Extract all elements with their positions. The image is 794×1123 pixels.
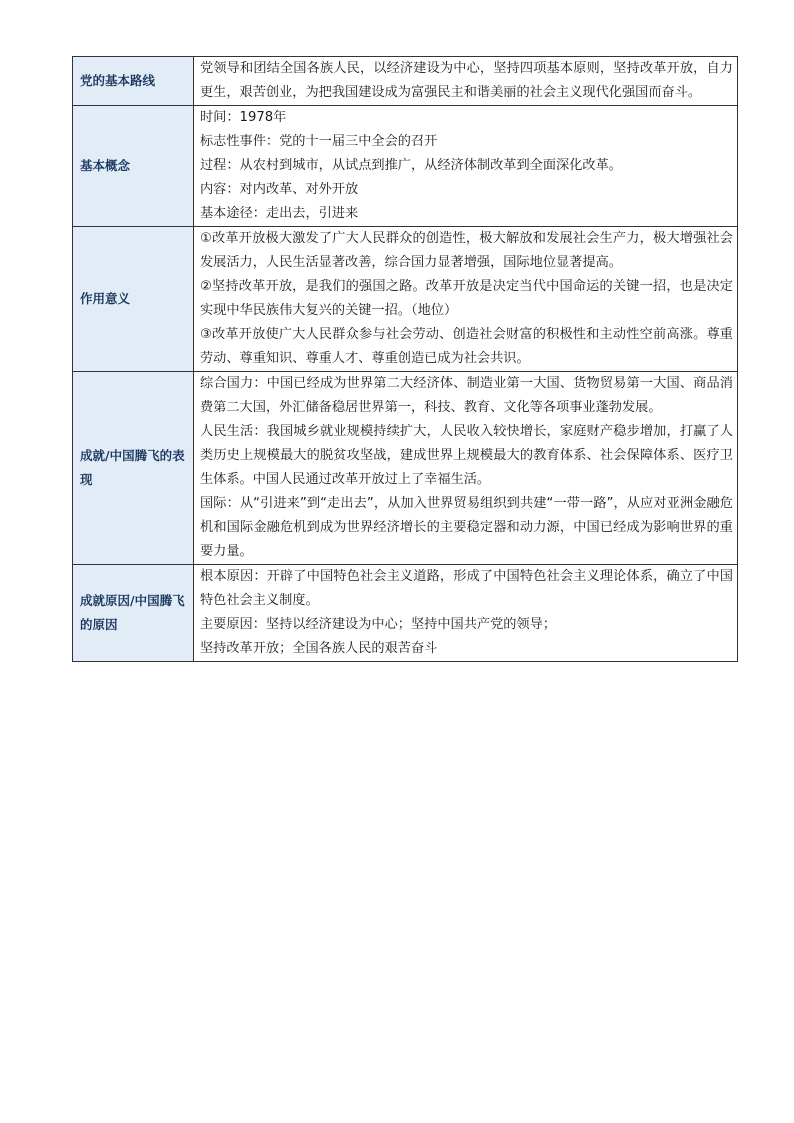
table-row-significance: [73, 227, 738, 372]
row-content-significance: [194, 227, 738, 372]
content-line: ①改革开放极大激发了广大人民群众的创造性，极大解放和发展社会生产力，极大增强社会发展活力，人民生活显著改善，综合国力显著增强，国际地位显著提高。: [200, 231, 733, 270]
row-content-basic-line: [194, 57, 738, 106]
content-line: 党领导和团结全国各族人民，以经济建设为中心，坚持四项基本原则，坚持改革开放，自力更生，艰苦创业，为把我国建设成为富强民主和谐美丽的社会主义现代化强国而奋斗。: [200, 61, 733, 100]
table-row-reasons: [73, 565, 738, 662]
content-line: 过程：从农村到城市，从试点到推广，从经济体制改革到全面深化改革。: [200, 158, 622, 173]
row-label-basic-concept: 基本概念: [73, 106, 194, 227]
row-label-achievements: 成就/中国腾飞的表现: [73, 372, 194, 565]
content-line: 基本途径：走出去，引进来: [200, 206, 359, 221]
content-line: 时间：1978年: [200, 110, 287, 125]
row-content-basic-concept: [194, 106, 738, 227]
content-line: ③改革开放使广大人民群众参与社会劳动、创造社会财富的积极性和主动性空前高涨。尊重劳动、尊重知识、尊重人才、尊重创造已成为社会共识。: [200, 327, 733, 366]
content-line: 人民生活：我国城乡就业规模持续扩大，人民收入较快增长，家庭财产稳步增加，打赢了人类历史上规模最大的脱贫攻坚战，建成世界上规模最大的教育体系、社会保障体系、医疗卫生体系。中国人民通过改革开放过上了幸福生活。: [200, 424, 733, 487]
content-line: 坚持改革开放；全国各族人民的艰苦奋斗: [200, 641, 438, 656]
table-row-basic-line: [73, 57, 738, 106]
summary-table: [72, 56, 738, 662]
content-line: 标志性事件：党的十一届三中全会的召开: [200, 134, 438, 149]
row-label-reasons: 成就原因/中国腾飞的原因: [73, 565, 194, 662]
table-row-basic-concept: [73, 106, 738, 227]
content-line: 综合国力：中国已经成为世界第二大经济体、制造业第一大国、货物贸易第一大国、商品消费第二大国，外汇储备稳居世界第一，科技、教育、文化等各项事业蓬勃发展。: [200, 376, 733, 415]
content-line: 内容：对内改革、对外开放: [200, 182, 359, 197]
row-label-basic-line: 党的基本路线: [73, 57, 194, 106]
row-label-significance: 作用意义: [73, 227, 194, 372]
table-row-achievements: [73, 372, 738, 565]
content-line: 国际：从“引进来”到“走出去”，从加入世界贸易组织到共建“一带一路”，从应对亚洲金融危机和国际金融危机到成为世界经济增长的主要稳定器和动力源，中国已经成为影响世界的重要力量。: [200, 496, 733, 559]
row-content-reasons: [194, 565, 738, 662]
content-line: 主要原因：坚持以经济建设为中心；坚持中国共产党的领导；: [200, 617, 557, 632]
row-content-achievements: [194, 372, 738, 565]
content-line: 根本原因：开辟了中国特色社会主义道路，形成了中国特色社会主义理论体系，确立了中国特色社会主义制度。: [200, 569, 733, 608]
content-line: ②坚持改革开放，是我们的强国之路。改革开放是决定当代中国命运的关键一招，也是决定实现中华民族伟大复兴的关键一招。（地位）: [200, 279, 733, 318]
